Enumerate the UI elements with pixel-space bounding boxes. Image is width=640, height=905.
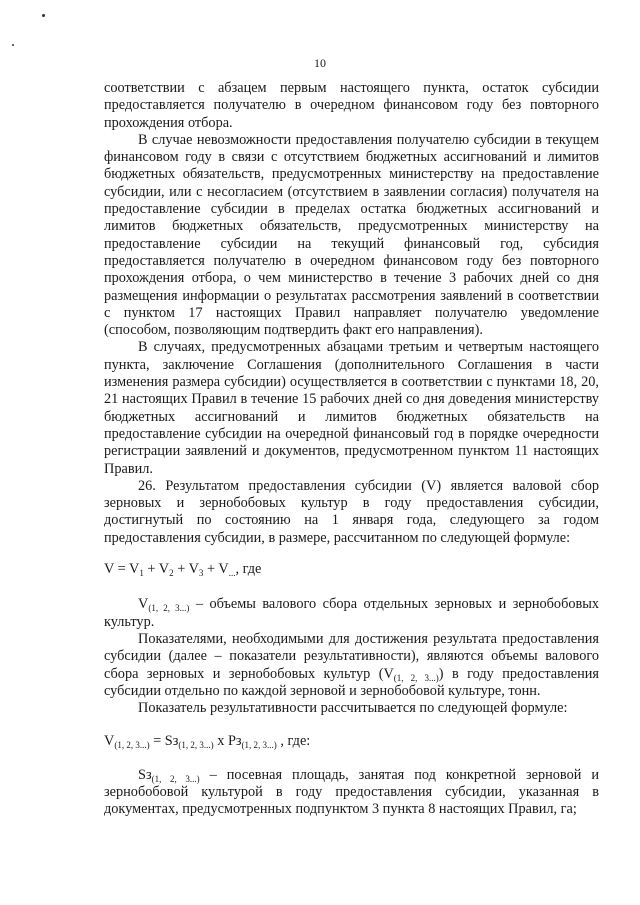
definition-s: $Sз_{(1, 2, 3...)}$ – посевная площадь, занятая под конкретной зерновой и зернобобовой культурой в году предоставления субсидии, указанная в документах, предусмотренных подпунктом 3 пункта 8 настоящих Правил, га; <box>104 766 599 818</box>
paragraph-no-funds: В случае невозможности предоставления получателю субсидии в текущем финансовом году в связи с отсутствием бюджетных ассигнований и лимитов бюджетных обязательств, предусмотренных министерству на предоставление субсидии, или с несогласием (отсутствием в заявлении согласия) получателя на предоставление субсидии в пределах остатка бюджетных ассигнований и лимитов бюджетных обязательств, предусмотренных министерству на предоставление субсидии на текущий финансовый год, субсидия предоставляется получателю в очередном финансовом году без повторного прохождения отбора, о чем министерство в течение 3 рабочих дней со дня размещения информации о результатах рассмотрения заявлений в соответствии с пунктом 17 настоящих Правил направляет получателю уведомление (способом, позволяющим подтвердить факт его направления). <box>104 131 599 339</box>
definition-v: $V_{(1, 2, 3...)}$ – объемы валового сбора отдельных зерновых и зернобобовых культур. <box>104 596 599 630</box>
scan-speck <box>12 44 14 46</box>
paragraph-item-26: 26. Результатом предоставления субсидии (V) является валовой сбор зерновых и зернобобовых культур в году предоставления субсидии, достигнутый по состоянию на 1 января года, следующего за годом предоставления субсидии, в размере, рассчитанном по следующей формуле: <box>104 477 599 546</box>
formula-total-yield: $V = V_1 + V_2 + V_3 + V_{...}$, где <box>104 561 262 579</box>
page-number: 10 <box>314 56 326 70</box>
paragraph-agreement: В случаях, предусмотренных абзацами третьим и четвертым настоящего пункта, заключение Соглашения (дополнительного Соглашения в части изменения размера субсидии) осуществляется в соответствии с пунктами 18, 20, 21 настоящих Правил в течение 15 рабочих дней со дня доведения министерству бюджетных ассигнований и лимитов бюджетных обязательств на предоставление субсидии на очередной финансовый год в порядке очередности регистрации заявлений и документов, предусмотренном пунктом 11 настоящих Правил. <box>104 339 599 477</box>
paragraph-indicators: Показателями, необходимыми для достижения результата предоставления субсидии (далее – показатели результативности), являются объемы валового сбора зерновых и зернобобовых культур $(V_{(1, 2, 3...)})$ в году предоставления субсидии отдельно по каждой зерновой и зернобобовой культуре, тонн. <box>104 630 600 699</box>
scan-speck <box>42 14 45 17</box>
paragraph-continuation: соответствии с абзацем первым настоящего пункта, остаток субсидии предоставляется получателю в очередном финансовом году без повторного прохождения отбора. <box>104 80 599 131</box>
document-body <box>104 80 599 819</box>
formula-indicator: $V_{(1, 2, 3...)} = Sз_{(1, 2, 3...)}$ х $Рз_{(1, 2, 3...)}$ , где: <box>104 733 311 751</box>
paragraph-calc-intro: Показатель результативности рассчитывается по следующей формуле: <box>138 700 568 717</box>
